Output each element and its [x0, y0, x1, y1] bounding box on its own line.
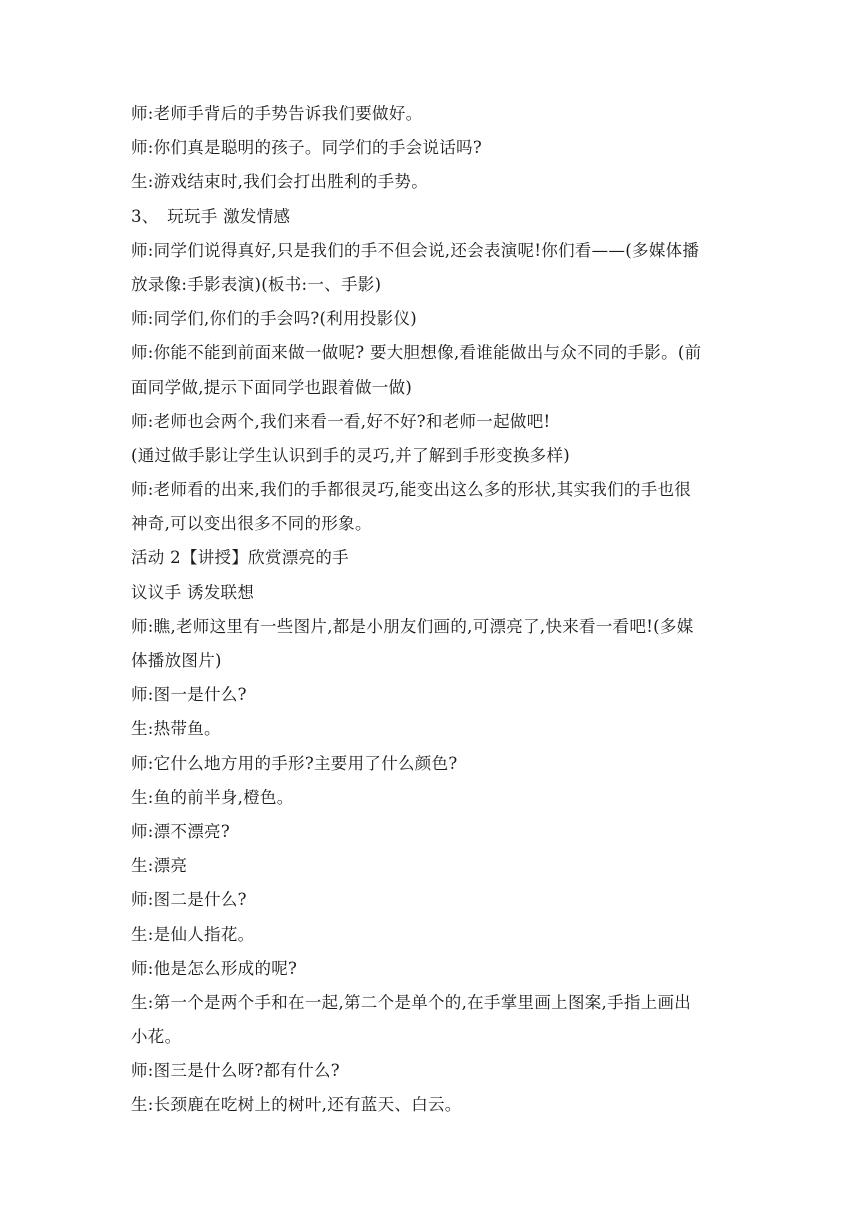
text-line: 师:他是怎么形成的呢?	[131, 958, 298, 978]
text-line: 体播放图片)	[131, 651, 222, 670]
text-line: 师:瞧,老师这里有一些图片,都是小朋友们画的,可漂亮了,快来看一看吧!(多媒	[131, 616, 694, 636]
text-line: 生:是仙人指花。	[131, 924, 255, 944]
text-line: 生:漂亮	[131, 856, 188, 876]
text-line: 师:老师也会两个,我们来看一看,好不好?和老师一起做吧!	[131, 411, 551, 431]
text-line: 师:老师看的出来,我们的手都很灵巧,能变出这么多的形状,其实我们的手也很	[131, 480, 692, 500]
text-line: 生:游戏结束时,我们会打出胜利的手势。	[131, 172, 429, 192]
text-line: 师:同学们,你们的手会吗?(利用投影仪)	[131, 309, 418, 329]
text-line: 神奇,可以变出很多不同的形象。	[131, 514, 372, 534]
text-line: 师:图一是什么?	[131, 685, 247, 705]
section-heading: 议议手 诱发联想	[131, 582, 255, 602]
text-line: 放录像:手影表演)(板书:一、手影)	[131, 274, 382, 294]
text-line: 师:图三是什么呀?都有什么?	[131, 1061, 340, 1081]
text-line: (通过做手影让学生认识到手的灵巧,并了解到手形变换多样)	[131, 445, 571, 465]
activity-heading: 活动 2【讲授】欣赏漂亮的手	[131, 548, 349, 568]
text-line: 生:长颈鹿在吃树上的树叶,还有蓝天、白云。	[131, 1095, 462, 1115]
text-line: 师:同学们说得真好,只是我们的手不但会说,还会表演呢!你们看——(多媒体播	[131, 240, 700, 260]
text-line: 师:它什么地方用的手形?主要用了什么颜色?	[131, 753, 458, 773]
text-line: 小花。	[131, 1027, 182, 1047]
document-body	[131, 97, 736, 1123]
text-line: 生:第一个是两个手和在一起,第二个是单个的,在手掌里画上图案,手指上画出	[131, 992, 692, 1012]
text-line: 生:热带鱼。	[131, 719, 221, 739]
text-line: 师:你能不能到前面来做一做呢? 要大胆想像,看谁能做出与众不同的手影。(前	[131, 343, 702, 363]
text-line: 师:漂不漂亮?	[131, 821, 231, 841]
text-line: 师:老师手背后的手势告诉我们要做好。	[131, 104, 423, 123]
text-line: 师:你们真是聪明的孩子。同学们的手会说话吗?	[131, 138, 483, 158]
section-heading: 3、 玩玩手 激发情感	[131, 206, 291, 226]
text-line: 师:图二是什么?	[131, 890, 247, 910]
text-line: 生:鱼的前半身,橙色。	[131, 787, 294, 807]
text-line: 面同学做,提示下面同学也跟着做一做)	[131, 377, 413, 397]
